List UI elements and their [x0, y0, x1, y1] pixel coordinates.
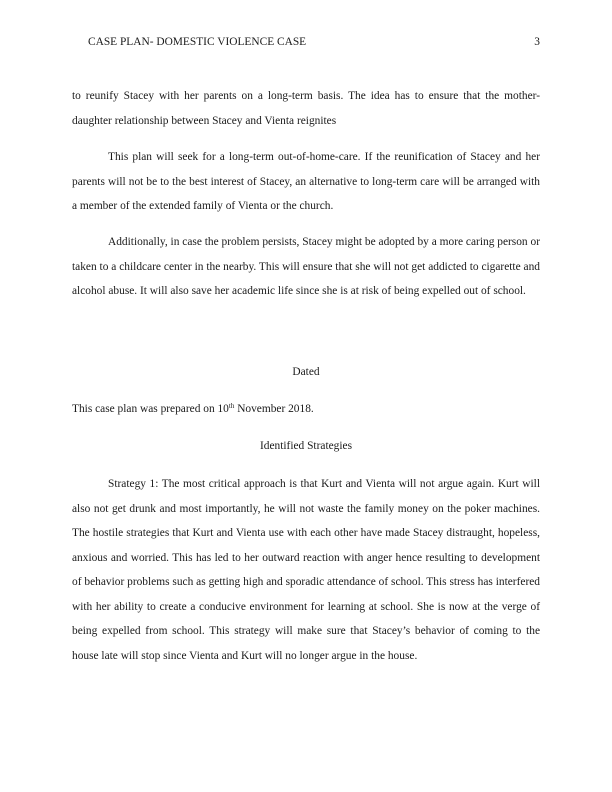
date-suffix: November 2018.: [234, 403, 314, 415]
paragraph-adoption: Additionally, in case the problem persists, Stacey might be adopted by a more caring person or taken to a childcare center in the nearby. This will ensure that she will not get addicted to cigarette and alcohol abuse. It will also save her academic life since she is at risk of being expelled out of school.: [72, 236, 540, 297]
paragraph-continuation: to reunify Stacey with her parents on a long-term basis. The idea has to ensure that the mother-daughter relationship between Stacey and Vienta reignites: [72, 90, 540, 127]
section-heading-dated: Dated: [292, 366, 320, 378]
date-sentence: [72, 397, 540, 422]
date-prefix: This case plan was prepared on 10: [72, 403, 229, 415]
paragraph-out-of-home-care: This plan will seek for a long-term out-of-home-care. If the reunification of Stacey and her parents will not be to the best interest of Stacey, an alternative to long-term care will be arranged with a member of the extended family of Vienta or the church.: [72, 151, 540, 212]
paragraph-strategy-1: Strategy 1: The most critical approach is that Kurt and Vienta will not argue again. Kurt will also not get drunk and most importantly, he will not waste the family money on the poker machines. The hostile strategies that Kurt and Vienta use with each other have made Stacey distraught, hopeless, anxious and worried. This has led to her outward reaction with anger hence resulting to development of behavior problems such as getting high and sporadic attendance of school. This stress has interfered with her ability to create a conducive environment for learning at school. She is now at the verge of being expelled from school. This strategy will make sure that Stacey’s behavior of coming to the house late will stop since Vienta and Kurt will no longer argue in the house.: [72, 478, 540, 662]
date-ordinal-suffix: th: [228, 402, 235, 410]
running-head: CASE PLAN- DOMESTIC VIOLENCE CASE: [88, 36, 307, 48]
page-number: 3: [534, 36, 540, 48]
section-heading-identified-strategies: Identified Strategies: [259, 440, 353, 452]
page-header: [88, 36, 540, 52]
